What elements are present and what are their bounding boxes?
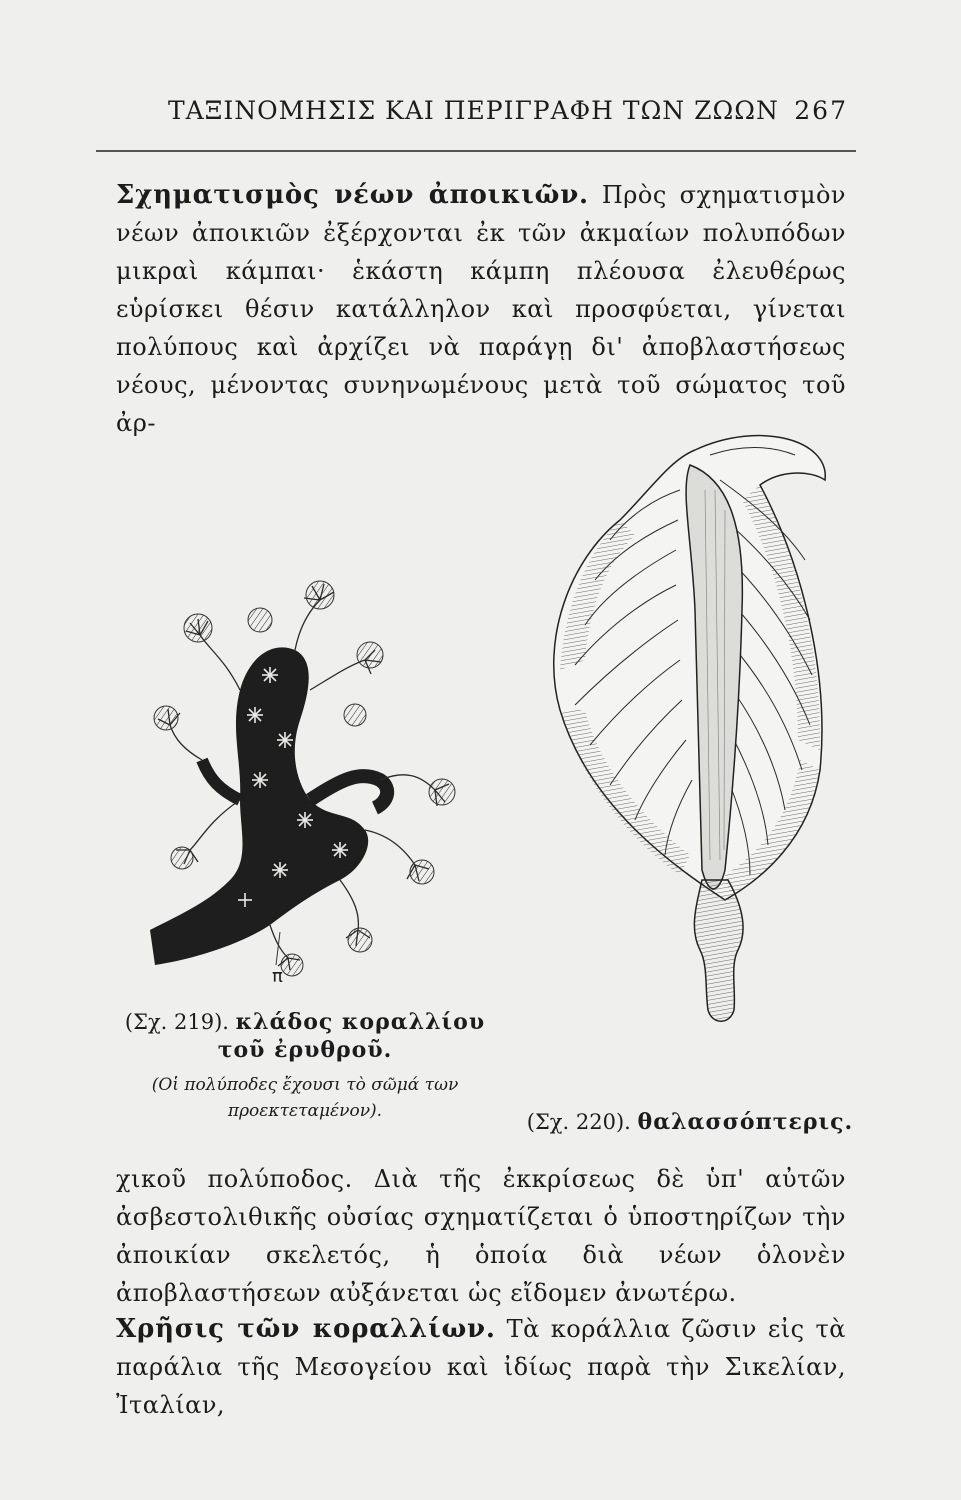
figure-marker-label: π — [272, 966, 283, 987]
running-head — [168, 96, 848, 125]
paragraph-text: χικοῦ πολύποδος. Διὰ τῆς ἐκκρίσεως δὲ ὑπ' αὐτῶν ἀσβεστολιθικῆς οὐσίας σχηματίζεται ὁ ὑποστηρίζων τὴν ἀποικίαν σκελετός, ἡ ὁποία διὰ νέων ὁλονὲν ἀποβλαστήσεων αὐξάνεται ὡς εἴδομεν ἀνωτέρω. — [116, 1165, 846, 1307]
paragraph-new-colonies — [116, 176, 846, 442]
figure-220-title: θαλασσόπτερις. — [637, 1109, 854, 1135]
section-heading: Σχηματισμὸς νέων ἀποικιῶν. — [116, 180, 589, 210]
figure-220-number: (Σχ. 220). — [526, 1110, 631, 1134]
running-title: ΤΑΞΙΝΟΜΗΣΙΣ ΚΑΙ ΠΕΡΙΓΡΑΦΗ ΤΩΝ ΖΩΩΝ — [168, 96, 779, 125]
coral-branch-illustration — [130, 580, 480, 980]
sea-pen-illustration — [530, 410, 860, 1030]
figure-219-coral-branch — [130, 580, 480, 980]
figure-220-caption — [520, 1108, 860, 1136]
figure-219-caption — [110, 1008, 500, 1124]
page-number: 267 — [794, 96, 848, 125]
header-rule — [96, 150, 856, 152]
paragraph-use-of-corals — [116, 1310, 846, 1424]
figure-219-note: (Οἱ πολύποδες ἔχουσι τὸ σῶμά των προεκτεταμένον). — [151, 1075, 459, 1121]
figure-219-title: κλάδος κοραλλίου τοῦ ἐρυθροῦ. — [217, 1009, 486, 1063]
paragraph-text: Πρὸς σχηματισμὸν νέων ἀποικιῶν ἐξέρχονται ἐκ τῶν ἀκμαίων πολυπόδων μικραὶ κάμπαι· ἑκάστη κάμπη πλέουσα ἐλευθέρως εὑρίσκει θέσιν κατάλληλον καὶ προσφύεται, γίνεται πολύπους καὶ ἀρχίζει νὰ παράγῃ δι' ἀποβλαστήσεως νέους, μένοντας συνηνωμένους μετὰ τοῦ σώματος τοῦ ἀρ- — [116, 181, 846, 437]
figure-219-number: (Σχ. 219). — [124, 1010, 229, 1034]
section-heading: Χρῆσις τῶν κοραλλίων. — [116, 1314, 496, 1344]
figure-220-sea-pen — [530, 410, 860, 1030]
paragraph-text: Τὰ κοράλλια ζῶσιν εἰς τὰ παράλια τῆς Μεσογείου καὶ ἰδίως παρὰ τὴν Σικελίαν, Ἰταλίαν, — [116, 1315, 846, 1419]
paragraph-continuation — [116, 1160, 846, 1312]
